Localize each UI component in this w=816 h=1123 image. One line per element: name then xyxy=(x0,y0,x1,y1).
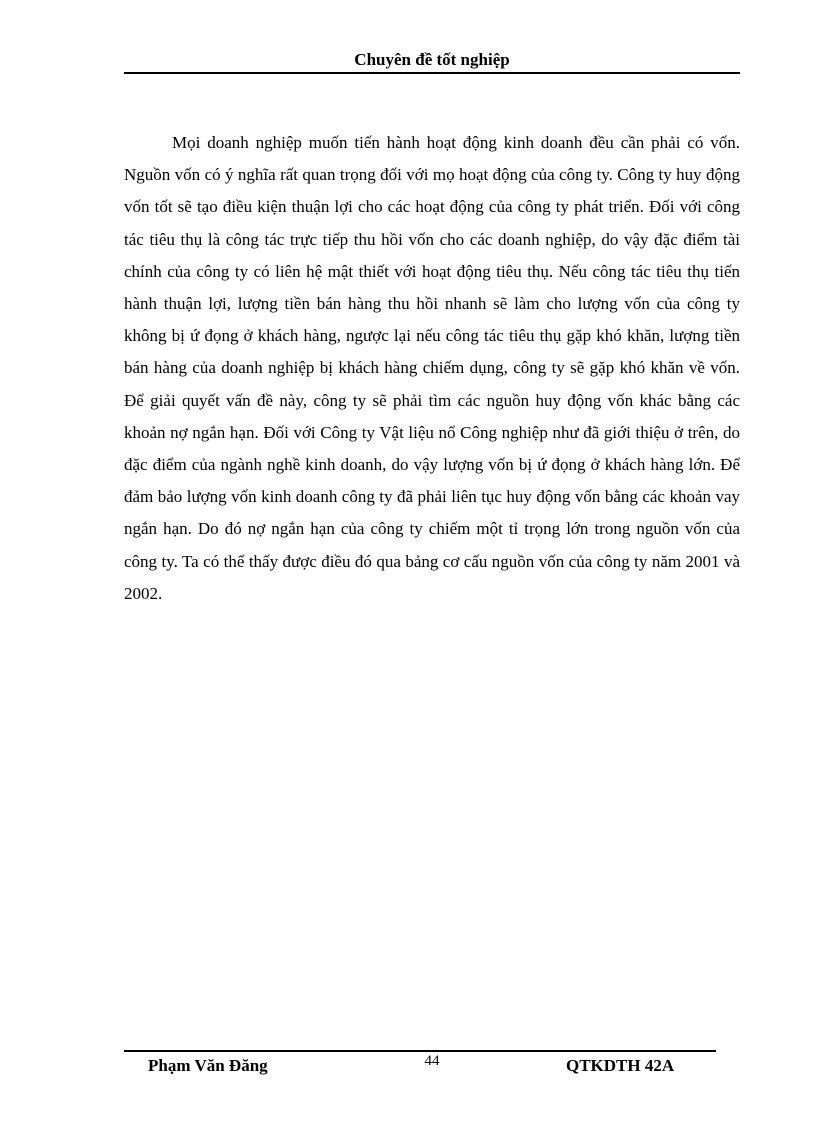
footer-author: Phạm Văn Đăng xyxy=(148,1056,268,1075)
body-paragraph: Mọi doanh nghiệp muốn tiến hành hoạt động kinh doanh đều cần phải có vốn. Nguồn vốn có ý nghĩa rất quan trọng đối với mọ hoạt động của công ty. Công ty huy động vốn tốt sẽ tạo điều kiện thuận lợi cho các hoạt động của công ty phát triển. Đối với công tác tiêu thụ là công tác trực tiếp thu hồi vốn cho các doanh nghiệp, do vậy đặc điểm tài chính của công ty có liên hệ mật thiết với hoạt động tiêu thụ. Nếu công tác tiêu thụ tiến hành thuận lợi, lượng tiền bán hàng thu hồi nhanh sẽ làm cho lượng vốn của công ty không bị ứ đọng ở khách hàng, ngược lại nếu công tác tiêu thụ gặp khó khăn, lượng tiền bán hàng của doanh nghiệp bị khách hàng chiếm dụng, công ty sẽ gặp khó khăn về vốn. Để giải quyết vấn đề này, công ty sẽ phải tìm các nguồn huy động vốn khác bằng các khoản nợ ngắn hạn. Đối với Công ty Vật liệu nổ Công nghiệp như đã giới thiệu ở trên, do đặc điểm của ngành nghề kinh doanh, do vậy lượng vốn bị ứ đọng ở khách hàng lớn. Để đảm bảo lượng vốn kinh doanh công ty đã phải liên tục huy động vốn bằng các khoản vay ngắn hạn. Do đó nợ ngắn hạn của công ty chiếm một tỉ trọng lớn trong nguồn vốn của công ty. Ta có thể thấy được điều đó qua bảng cơ cấu nguồn vốn của công ty năm 2001 và 2002. xyxy=(124,133,740,603)
header-title: Chuyên đề tốt nghiệp xyxy=(354,50,510,69)
page-header xyxy=(124,48,740,74)
footer-class-code: QTKDTH 42A xyxy=(566,1056,675,1075)
page-number: 44 xyxy=(424,1053,440,1069)
